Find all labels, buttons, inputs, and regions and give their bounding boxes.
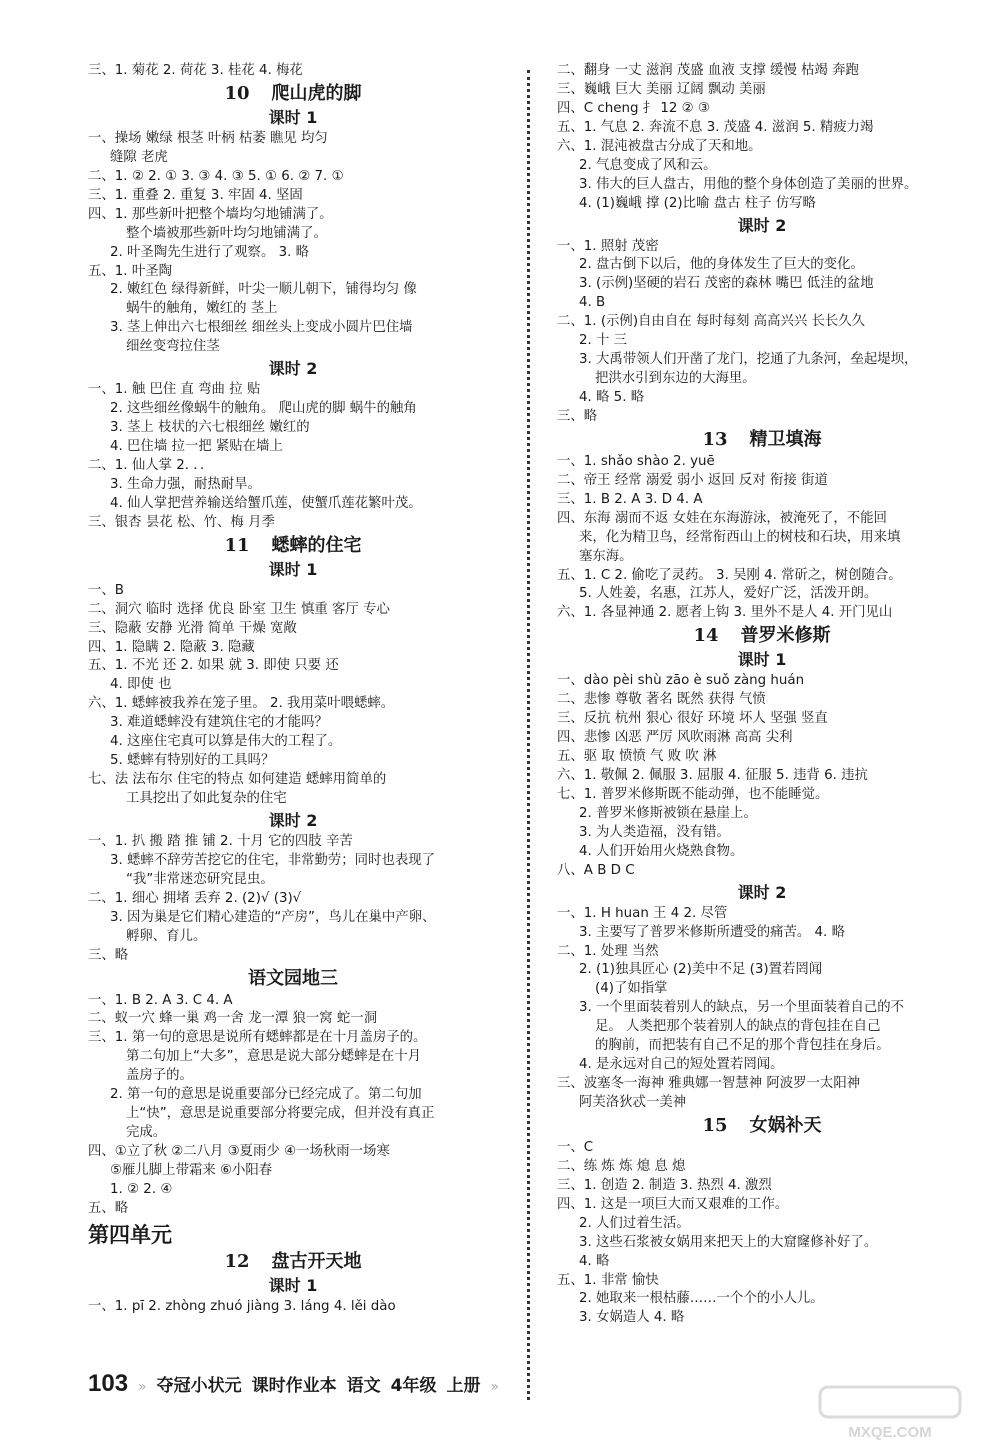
answer-line: 2. 十 三 — [579, 333, 628, 349]
watermark-logo — [810, 1385, 970, 1445]
answer-line: 三、1. 第一句的意思是说所有蟋蟀都是在十月盖房子的。 — [88, 1030, 427, 1046]
answer-line: 3. 这些石浆被女娲用来把天上的大窟窿修补好了。 — [579, 1234, 878, 1250]
answer-line: 2. 盘古倒下以后，他的身体发生了巨大的变化。 — [579, 257, 864, 273]
answer-line: 3. 主要写了普罗米修斯所遭受的痛苦。 4. 略 — [579, 924, 845, 940]
answer-line: 来，化为精卫鸟，经常衔西山上的树枝和石块，用来填 — [579, 529, 901, 545]
answer-line: 四、1. 隐瞒 2. 隐蔽 3. 隐藏 — [88, 639, 255, 655]
answer-line: 五、略 — [88, 1200, 129, 1216]
answer-line: 五、1. C 2. 偷吃了灵药。 3. 吴刚 4. 常斫之，树创随合。 — [557, 567, 902, 583]
answer-line: 整个墙被那些新叶均匀地铺满了。 — [126, 225, 327, 241]
answer-line: 4. 略 5. 略 — [579, 390, 645, 405]
unit-heading: 第四单元 — [88, 1222, 172, 1247]
lesson-number: 14 — [693, 625, 719, 647]
answer-line: 3. (示例)坚硬的岩石 茂密的森林 嘴巴 低洼的盆地 — [579, 276, 874, 292]
answer-line: 五、1. 气息 2. 奔流不息 3. 茂盛 4. 滋润 5. 精疲力竭 — [557, 119, 874, 135]
answer-line: 4. 略 — [579, 1253, 610, 1269]
arrow-icon: » — [490, 1379, 500, 1395]
lesson-heading — [88, 1250, 498, 1274]
answer-line: 三、银杏 昙花 松、竹、梅 月季 — [88, 514, 275, 530]
answer-line: 2. 人们过着生活。 — [579, 1215, 690, 1231]
answer-line: 缝隙 老虎 — [110, 149, 168, 165]
lesson-heading — [88, 534, 498, 558]
answer-line: 第二句加上“大多”，意思是说大部分蟋蟀是在十月 — [126, 1049, 422, 1065]
left-column — [88, 62, 498, 1317]
page-footer — [88, 1370, 499, 1402]
answer-line: 六、1. 蟋蟀被我养在笼子里。 2. 我用菜叶喂蟋蟀。 — [88, 696, 395, 712]
answer-line: 一、1. pī 2. zhòng zhuó jiàng 3. láng 4. lěi dào — [88, 1298, 396, 1314]
answer-line: 三、1. 菊花 2. 荷花 3. 桂花 4. 梅花 — [88, 63, 303, 78]
subject-label: 语文 — [346, 1376, 381, 1396]
answer-line: 三、1. 重叠 2. 重复 3. 牢固 4. 坚固 — [88, 187, 303, 203]
answer-line: 1. ② 2. ④ — [110, 1181, 173, 1197]
answer-line: 六、1. 敬佩 2. 佩服 3. 屈服 4. 征服 5. 违背 6. 违抗 — [557, 768, 868, 783]
answer-line: 4. 是永远对自己的短处置若罔闻。 — [579, 1057, 784, 1073]
answer-line: (4)了如指掌 — [595, 981, 668, 997]
answer-line: 3. 生命力强，耐热耐旱。 — [110, 476, 261, 492]
period-heading: 课时 1 — [737, 650, 787, 670]
answer-line: 3. 大禹带领人们开凿了龙门，挖通了九条河，垒起堤坝， — [579, 352, 918, 368]
answer-line: 一、1. 照射 茂密 — [557, 238, 659, 254]
lesson-number: 10 — [224, 82, 250, 104]
answer-line: 4. B — [579, 295, 606, 311]
answer-line: 四、1. 那些新叶把整个墙均匀地铺满了。 — [88, 206, 333, 222]
answer-line: 一、C — [557, 1139, 594, 1155]
answer-line: 二、1. 仙人掌 2. ．． — [88, 457, 214, 473]
lesson-number: 12 — [224, 1250, 250, 1272]
answer-line: 五、驱 取 愤愤 气 败 吹 淋 — [557, 749, 717, 765]
lesson-number: 13 — [702, 428, 728, 450]
answer-line: 二、1. 细心 拥堵 丢弃 2. (2)√ (3)√ — [88, 890, 302, 906]
answer-line: 五、1. 叶圣陶 — [88, 263, 172, 279]
answer-line: 3. 茎上 枝状的六七根细丝 嫩红的 — [110, 420, 310, 436]
lesson-title: 精卫填海 — [749, 428, 822, 450]
answer-line: 一、1. shǎo shào 2. yuē — [557, 453, 715, 469]
answer-line: 七、法 法布尔 住宅的特点 如何建造 蟋蟀用简单的 — [88, 772, 387, 788]
lesson-number: 11 — [224, 534, 250, 556]
period-heading: 课时 1 — [268, 559, 318, 579]
column-divider — [527, 70, 530, 1400]
answer-line: 细丝变弯拉住茎 — [126, 339, 220, 355]
period-heading: 课时 1 — [268, 1275, 318, 1295]
answer-line: 上“快”，意思是说重要部分将要完成，但并没有真正 — [126, 1106, 435, 1122]
answer-line: 三、1. B 2. A 3. D 4. A — [557, 491, 703, 507]
lesson-title: 女娲补天 — [749, 1114, 822, 1136]
lesson-heading — [88, 82, 498, 106]
answer-line: 三、反抗 杭州 狠心 很好 环境 坏人 坚强 竖直 — [557, 711, 828, 727]
answer-line: 2. 叶圣陶先生进行了观察。 3. 略 — [110, 244, 310, 260]
lesson-title: 蟋蟀的住宅 — [271, 534, 362, 556]
answer-line: 一、B — [88, 582, 124, 598]
right-column — [557, 62, 967, 1328]
answer-line: 三、略 — [557, 408, 598, 424]
answer-line: 四、东海 溺而不返 女娃在东海游泳，被淹死了，不能回 — [557, 510, 887, 526]
answer-line: 七、1. 普罗米修斯既不能动弹，也不能睡觉。 — [557, 786, 829, 802]
answer-line: 5. 人姓姜，名惠，江苏人，爱好广泛，活泼开朗。 — [579, 586, 878, 602]
answer-line: 3. 为人类造福，没有错。 — [579, 824, 730, 840]
lesson-title: 普罗米修斯 — [740, 625, 831, 647]
answer-line: 4. 即使 也 — [110, 677, 172, 693]
answer-line: 三、巍峨 巨大 美丽 辽阔 飘动 美丽 — [557, 81, 766, 97]
period-heading: 课时 2 — [737, 215, 787, 235]
answer-line: 3. 茎上伸出六七根细丝 细丝头上变成小圆片巴住墙 — [110, 320, 413, 336]
lesson-heading — [557, 624, 967, 648]
answer-line: 一、1. 扒 搬 踏 推 铺 2. 十月 它的四肢 辛苦 — [88, 833, 353, 849]
answer-line: 5. 蟋蟀有特别好的工具吗？ — [110, 753, 275, 769]
answer-line: 六、1. 混沌被盘古分成了天和地。 — [557, 138, 762, 154]
answer-line: 2. 她取来一根枯藤……一个个的小人儿。 — [579, 1291, 824, 1307]
answer-line: 一、操场 嫩绿 根茎 叶柄 枯萎 瞧见 均匀 — [88, 130, 328, 146]
answer-line: 盖房子的。 — [126, 1068, 193, 1084]
lesson-title: 语文园地三 — [248, 967, 338, 989]
answer-line: 二、蚁一穴 蜂一巢 鸡一舍 龙一潭 狼一窝 蛇一洞 — [88, 1011, 378, 1027]
answer-line: 塞东海。 — [579, 548, 633, 564]
answer-line: 2. 第一句的意思是说重要部分已经完成了。第二句加 — [110, 1087, 422, 1103]
answer-line: 2. 嫩红色 绿得新鲜，叶尖一顺儿朝下，铺得均匀 像 — [110, 282, 417, 298]
answer-line: 五、1. 不光 还 2. 如果 就 3. 即使 只要 还 — [88, 658, 339, 674]
lesson-number: 15 — [702, 1114, 728, 1136]
page-number: 103 — [88, 1370, 129, 1397]
answer-line: 四、C cheng 扌 12 ② ③ — [557, 100, 710, 116]
answer-line: 2. 气息变成了风和云。 — [579, 157, 717, 173]
grade-label: 4年级 — [390, 1376, 437, 1396]
answer-line: 六、1. 各显神通 2. 愿者上钩 3. 里外不是人 4. 开门见山 — [557, 605, 893, 621]
answer-line: “我”非常迷恋研究昆虫。 — [126, 871, 274, 887]
answer-line: 4. 仙人掌把营养输送给蟹爪莲，使蟹爪莲花繁叶茂。 — [110, 495, 422, 511]
answer-line: 4. (1)巍峨 撑 (2)比喻 盘古 柱子 仿写略 — [579, 195, 816, 211]
answer-line: 四、①立了秋 ②二八月 ③夏雨少 ④一场秋雨一场寒 — [88, 1144, 390, 1159]
answer-line: 阿芙洛狄忒一美神 — [579, 1095, 687, 1110]
answer-line: 四、1. 这是一项巨大而又艰难的工作。 — [557, 1196, 789, 1212]
answer-line: 2. (1)独具匠心 (2)美中不足 (3)置若罔闻 — [579, 962, 823, 978]
answer-line: 三、波塞冬一海神 雅典娜一智慧神 阿波罗一太阳神 — [557, 1076, 861, 1092]
answer-line: 完成。 — [126, 1125, 167, 1141]
answer-line: 二、练 炼 炼 熄 息 熄 — [557, 1158, 686, 1174]
answer-line: 3. 蟋蟀不辞劳苦挖它的住宅，非常勤劳；同时也表现了 — [110, 852, 436, 868]
answer-line: 3. 因为巢是它们精心建造的“产房”，鸟儿在巢中产卵、 — [110, 909, 436, 925]
book-title: 夺冠小状元 — [156, 1376, 242, 1396]
volume-label: 上册 — [446, 1376, 481, 1396]
answer-line: 二、1. ② 2. ① 3. ③ 4. ③ 5. ① 6. ② 7. ① — [88, 168, 344, 184]
period-heading: 课时 2 — [268, 359, 318, 379]
answer-line: 五、1. 非常 愉快 — [557, 1272, 659, 1288]
answer-line: 四、悲惨 凶恶 严厉 风吹雨淋 高高 尖利 — [557, 730, 793, 746]
answer-line: 二、洞穴 临时 选择 优良 卧室 卫生 慎重 客厅 专心 — [88, 601, 390, 617]
svg-text:MXQE.COM: MXQE.COM — [848, 1424, 932, 1441]
answer-line: 孵卵、育儿。 — [126, 928, 207, 944]
period-heading: 课时 2 — [268, 810, 318, 830]
lesson-heading — [88, 967, 498, 991]
answer-line: 3. 一个里面装着别人的缺点，另一个里面装着自己的不 — [579, 1000, 905, 1016]
answer-line: 3. 女娲造人 4. 略 — [579, 1310, 685, 1326]
answer-line: 2. 普罗米修斯被锁在悬崖上。 — [579, 805, 757, 821]
answer-line: 二、1. 处理 当然 — [557, 943, 659, 959]
answer-line: 足。 人类把那个装着别人的缺点的背包挂在自己 — [595, 1019, 881, 1035]
answer-line: 八、A B D C — [557, 862, 635, 878]
answer-line: 的胸前，而把装有自己不足的那个背包挂在身后。 — [595, 1038, 890, 1054]
answer-line: 二、翻身 一丈 滋润 茂盛 血液 支撑 缓慢 枯竭 奔跑 — [557, 63, 859, 78]
answer-line: 一、1. H huan 王 4 2. 尽管 — [557, 905, 728, 921]
answer-line: 二、1. (示例)自由自在 每时每刻 高高兴兴 长长久久 — [557, 314, 866, 330]
answer-line: 2. 这些细丝像蜗牛的触角。 爬山虎的脚 蜗牛的触角 — [110, 401, 417, 417]
answer-line: 4. 这座住宅真可以算是伟大的工程了。 — [110, 734, 342, 750]
answer-line: 把洪水引到东边的大海里。 — [595, 371, 756, 387]
answer-line: 一、1. B 2. A 3. C 4. A — [88, 992, 233, 1008]
answer-line: 4. 巴住墙 拉一把 紧贴在墙上 — [110, 439, 283, 454]
answer-line: 工具挖出了如此复杂的住宅 — [126, 791, 287, 806]
answer-line: 二、悲惨 尊敬 著名 既然 获得 气愤 — [557, 692, 766, 708]
lesson-heading — [557, 428, 967, 452]
answer-line: 蜗牛的触角，嫩红的 茎上 — [126, 301, 278, 317]
answer-line: 一、dào pèi shù zāo è suǒ zàng huán — [557, 673, 805, 689]
answer-line: ⑤雁儿脚上带霜来 ⑥小阳春 — [110, 1162, 273, 1178]
book-series: 课时作业本 — [251, 1376, 337, 1396]
lesson-heading — [557, 1114, 967, 1138]
answer-line: 二、帝王 经常 溺爱 弱小 返回 反对 衔接 街道 — [557, 472, 828, 488]
answer-line: 3. 难道蟋蟀没有建筑住宅的才能吗？ — [110, 715, 328, 731]
lesson-title: 爬山虎的脚 — [271, 82, 362, 104]
answer-line: 4. 人们开始用火烧熟食物。 — [579, 843, 744, 859]
lesson-title: 盘古开天地 — [271, 1250, 362, 1272]
answer-line: 三、隐蔽 安静 光滑 简单 干燥 宽敞 — [88, 620, 297, 636]
answer-line: 三、1. 创造 2. 制造 3. 热烈 4. 激烈 — [557, 1177, 772, 1193]
period-heading: 课时 2 — [737, 882, 787, 902]
answer-line: 三、略 — [88, 947, 129, 963]
period-heading: 课时 1 — [268, 107, 318, 127]
answer-line: 3. 伟大的巨人盘古，用他的整个身体创造了美丽的世界。 — [579, 176, 918, 192]
arrow-icon: » — [138, 1379, 147, 1395]
answer-line: 一、1. 触 巴住 直 弯曲 拉 贴 — [88, 382, 261, 398]
